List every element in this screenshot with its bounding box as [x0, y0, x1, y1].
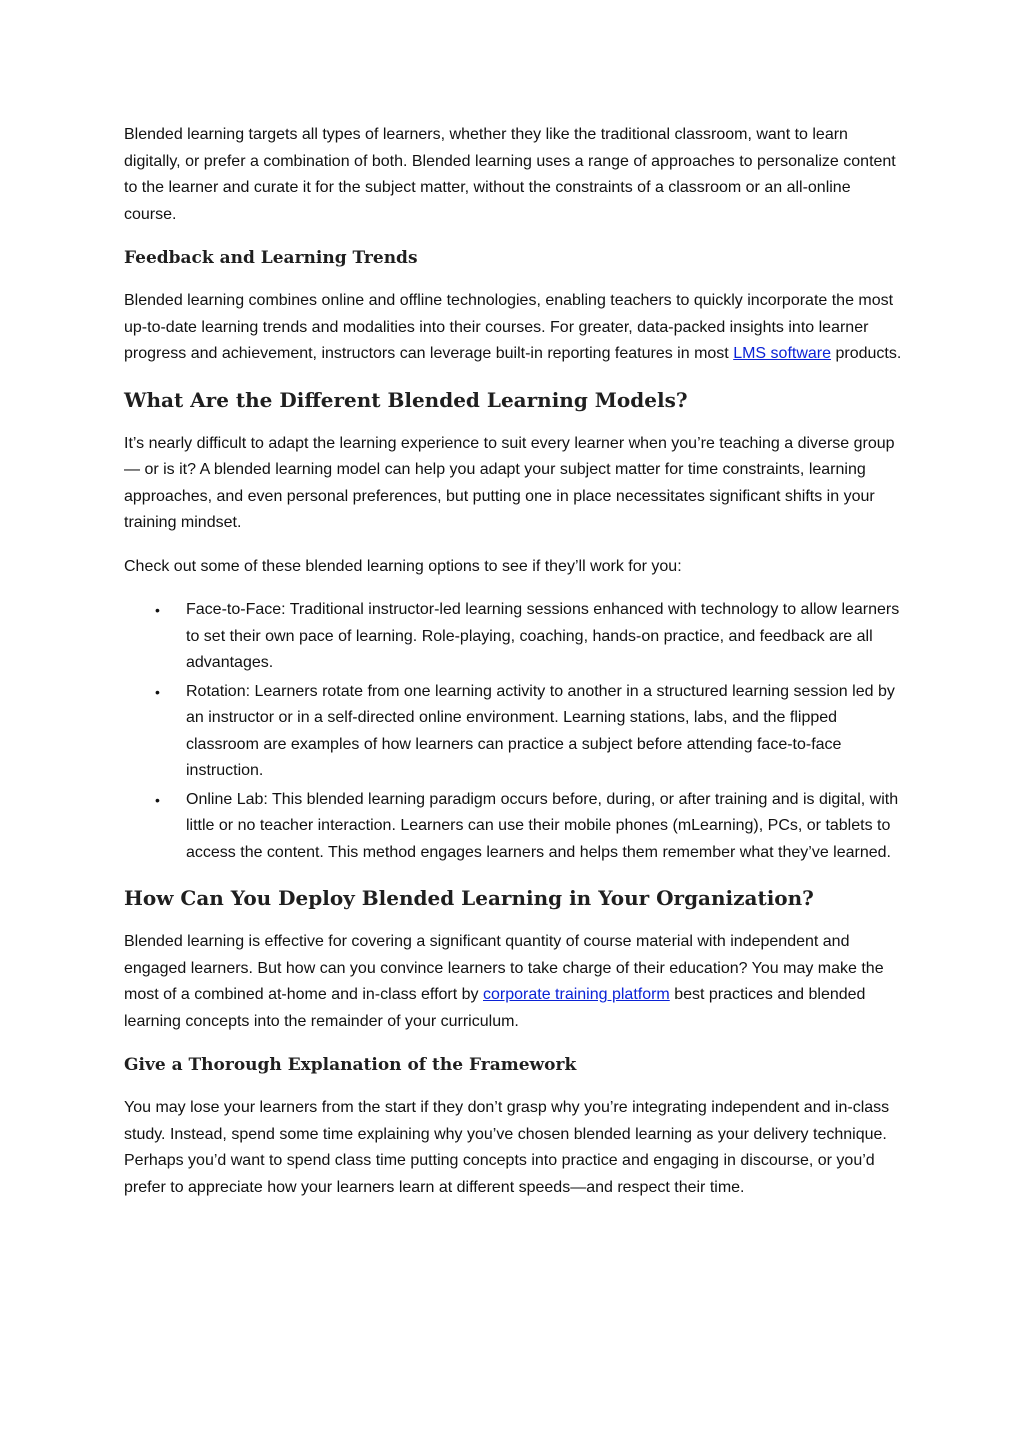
models-paragraph-2: Check out some of these blended learning options to see if they’ll work for you:	[124, 557, 682, 575]
list-item-text: Online Lab: This blended learning paradigm occurs before, during, or after training and is digital, with little or no teacher interaction. Learners can use their mobile phones (mLearning), PCs, or tablets to access the content. This method engages learners and helps them remember what they’ve learned.	[186, 790, 899, 861]
bullet-icon: •	[155, 791, 160, 808]
lms-software-link[interactable]: LMS software	[733, 345, 832, 362]
models-list	[124, 597, 904, 866]
deploy-paragraph	[124, 929, 904, 1035]
bullet-icon: •	[155, 602, 160, 618]
corporate-training-platform-link[interactable]: corporate training platform	[483, 986, 670, 1003]
list-item	[155, 679, 904, 785]
list-item-text: Face-to-Face: Traditional instructor-led learning sessions enhanced with technology to allow learners to set their own pace of learning. Role-playing, coaching, hands-on practice, and feedback are all advantages.	[186, 601, 900, 671]
feedback-text-before-link: Blended learning combines online and offline technologies, enabling teachers to quickly incorporate the most up-to-date learning trends and modalities into their courses. For greater, data-packed insights into learner progress and achievement, instructors can leverage built-in reporting features in most	[124, 292, 894, 362]
feedback-paragraph	[124, 288, 904, 368]
feedback-text-after-link: products.	[831, 345, 902, 362]
framework-heading: Give a Thorough Explanation of the Framework	[124, 1055, 577, 1075]
framework-paragraph: You may lose your learners from the start if they don’t grasp why you’re integrating independent and in-class study. Instead, spend some time explaining why you’ve chosen blended learning as your delivery technique. Perhaps you’d want to spend class time putting concepts into practice and engaging in discourse, or you’d prefer to appreciate how your learners learn at different speeds—and respect their time.	[124, 1099, 890, 1196]
deploy-heading: How Can You Deploy Blended Learning in Your Organization?	[124, 886, 814, 910]
models-heading: What Are the Different Blended Learning Models?	[124, 387, 688, 412]
models-paragraph-1: It’s nearly difficult to adapt the learning experience to suit every learner when you’re teaching a diverse group — or is it? A blended learning model can help you adapt your subject matter for time constraints, learning approaches, and even personal preferences, but putting one in place necessitates significant shifts in your training mindset.	[124, 434, 895, 531]
list-item	[155, 787, 904, 867]
deploy-text-after-link: best practices and blended learning concepts into the remainder of your curriculum.	[124, 986, 866, 1030]
document-page	[124, 122, 904, 1218]
feedback-heading: Feedback and Learning Trends	[124, 248, 418, 268]
intro-paragraph: Blended learning targets all types of learners, whether they like the traditional classroom, want to learn digitally, or prefer a combination of both. Blended learning uses a range of approaches to personalize content to the learner and curate it for the subject matter, without the constraints of a classroom or an all-online course.	[124, 126, 896, 223]
bullet-icon: •	[155, 683, 160, 700]
list-item	[155, 597, 904, 677]
list-item-text: Rotation: Learners rotate from one learning activity to another in a structured learning session led by an instructor or in a self-directed online environment. Learning stations, labs, and the flipped classroom are examples of how learners can practice a subject before attending face-to-face instruction.	[186, 682, 895, 779]
deploy-text-before-link: Blended learning is effective for covering a significant quantity of course material with independent and engaged learners. But how can you convince learners to take charge of their education? You may make the most of a combined at-home and in-class effort by	[124, 933, 884, 1003]
